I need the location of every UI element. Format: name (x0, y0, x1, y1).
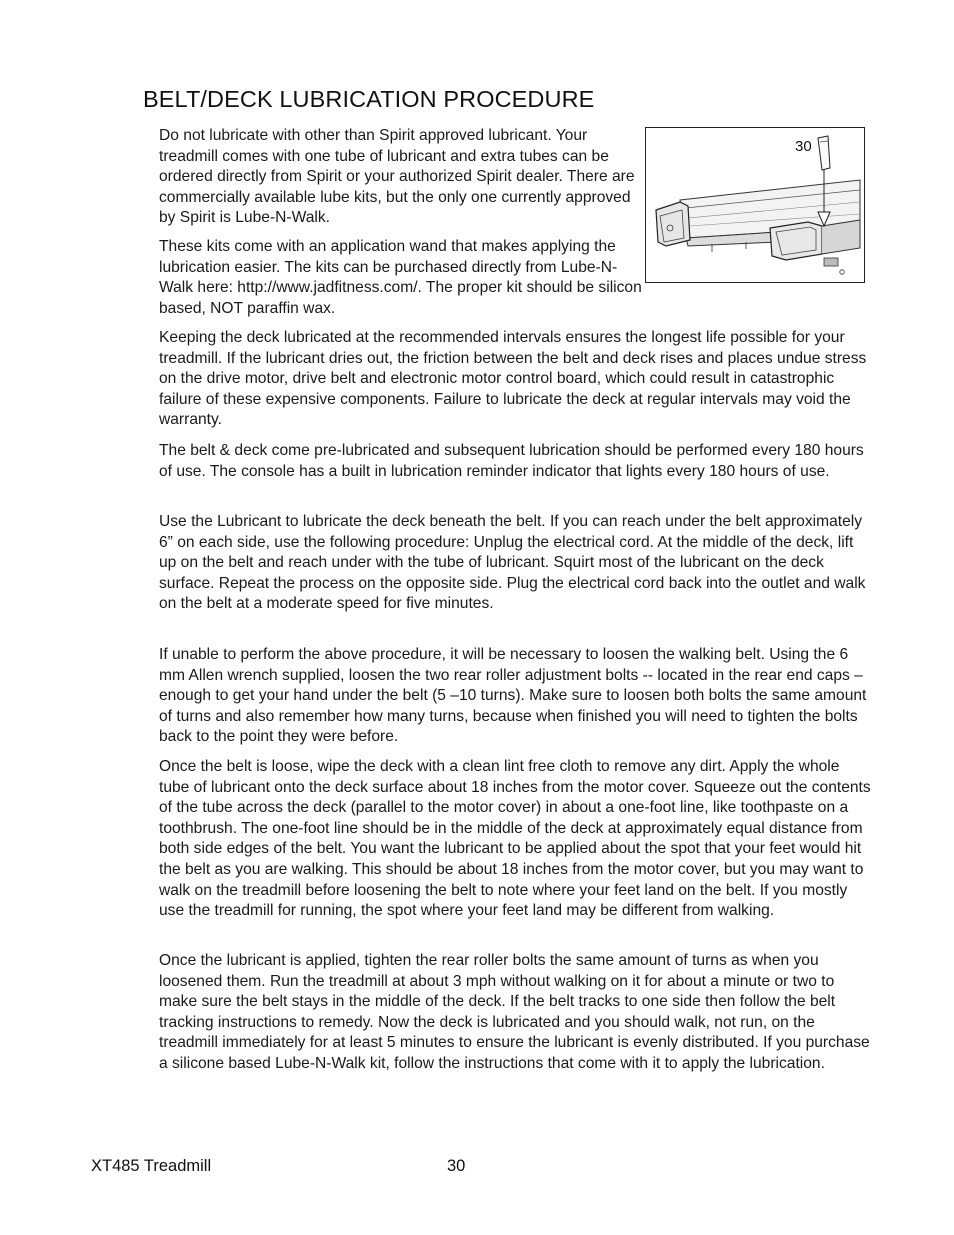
treadmill-deck-figure (645, 127, 865, 283)
paragraph-keeping-lubricated: Keeping the deck lubricated at the recommended intervals ensures the longest life possible for your treadmill. If the lubricant dries out, the friction between the belt and deck rises and places undue stress on the drive motor, drive belt and electronic motor control board, which could result in catastrophic failure of these expensive components. Failure to lubricate the deck at regular intervals may void the warranty. (159, 329, 867, 429)
paragraph-lubricant-approval: Do not lubricate with other than Spirit approved lubricant. Your treadmill comes with one tube of lubricant and extra tubes can be ordered directly from Spirit or your authorized Spirit dealer. There are commercially available lube kits, but the only one currently approved by Spirit is Lube-N-Walk. (159, 127, 635, 227)
paragraph-after-applied: Once the lubricant is applied, tighten the rear roller bolts the same amount of turns as when you loosened them. Run the treadmill at about 3 mph without walking on it for about a minute or two to make sure the belt stays in the middle of the deck. If the belt tracks to one side then follow the belt tracking instructions to remedy. Now the deck is lubricated and you should walk, not run, on the treadmill immediately for at least 5 minutes to ensure the lubricant is evenly distributed. If you purchase a silicone based Lube-N-Walk kit, follow the instructions that come with it to apply the lubrication. (159, 952, 870, 1072)
paragraph-apply-lubricant: Once the belt is loose, wipe the deck with a clean lint free cloth to remove any dirt. Apply the whole tube of lubricant onto the deck surface about 18 inches from the motor cover. Squeeze out the contents of the tube across the deck (parallel to the motor cover) in about a one-foot line, like toothpaste on a toothbrush. The one-foot line should be in the middle of the deck at approximately equal distance from both side edges of the belt. You want the lubricant to be applied about the spot that your feet would hit the belt as you are walking. This should be about 18 inches from the motor cover, but you may want to walk on the treadmill before loosening the belt to note where your feet land on the belt. If you mostly use the treadmill for running, the spot where your feet land may be different from walking. (159, 758, 871, 920)
paragraph-lubricate-procedure: Use the Lubricant to lubricate the deck beneath the belt. If you can reach under the belt approximately 6” on each side, use the following procedure: Unplug the electrical cord. At the middle of the deck, lift up on the belt and reach under with the tube of lubricant. Squirt most of the lubricant on the deck surface. Repeat the process on the opposite side. Plug the electrical cord back into the outlet and walk on the belt at a moderate speed for five minutes. (159, 513, 866, 613)
paragraph-loosen-belt: If unable to perform the above procedure, it will be necessary to loosen the walking belt. Using the 6 mm Allen wrench supplied, loosen the two rear roller adjustment bolts -- located in the rear end caps – enough to get your hand under the belt (5 –10 turns). Make sure to loosen both bolts the same amount of turns and also remember how many turns, because when finished you will need to tighten the bolts back to the point they were before. (159, 646, 867, 746)
treadmill-deck-illustration (646, 128, 864, 282)
figure-number: 30 (795, 138, 812, 155)
footer-product-name: XT485 Treadmill (91, 1157, 212, 1175)
paragraph-pre-lubricated: The belt & deck come pre-lubricated and subsequent lubrication should be performed every 180 hours of use. The console has a built in lubrication reminder indicator that lights every 180 hours of use. (159, 442, 864, 480)
footer-page-number: 30 (447, 1157, 466, 1175)
paragraph-lube-kits: These kits come with an application wand that makes applying the lubrication easier. The kits can be purchased directly from Lube-N-Walk here: http://www.jadfitness.com/. The proper kit should be silicon based, NOT paraffin wax. (159, 238, 642, 317)
page-title: BELT/DECK LUBRICATION PROCEDURE (143, 86, 595, 112)
